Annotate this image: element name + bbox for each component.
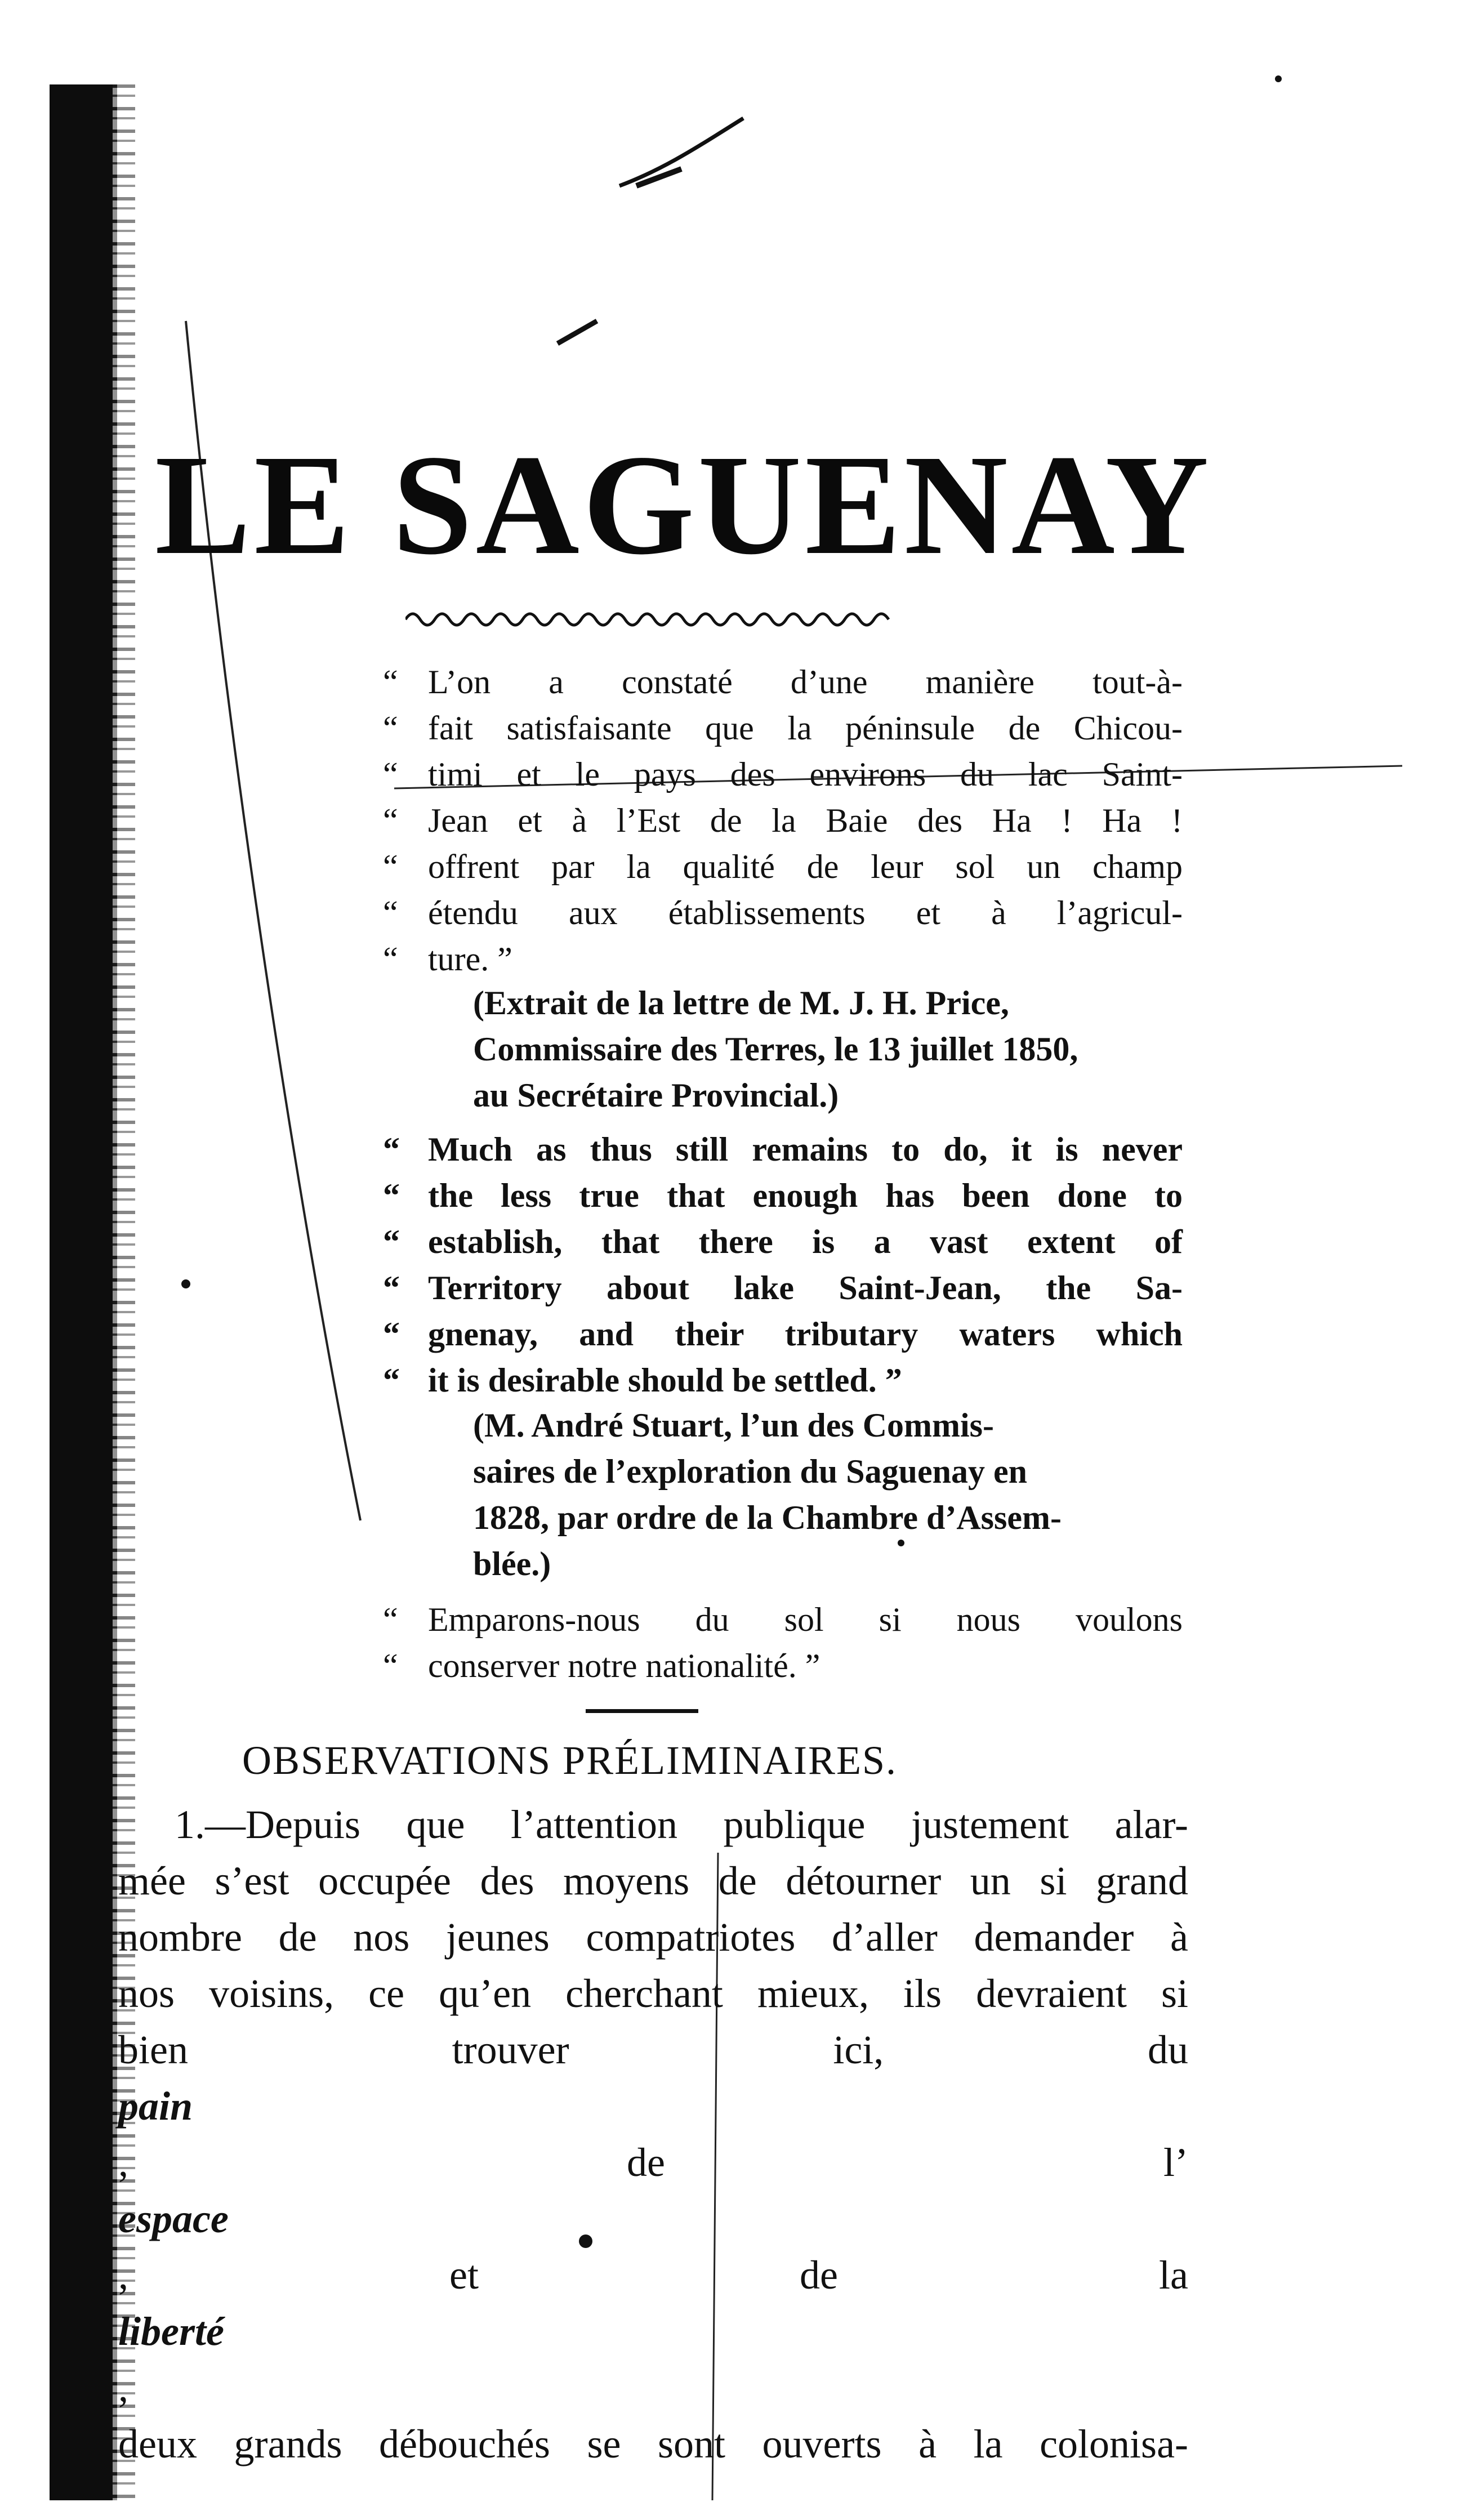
paragraph-line: nombre de nos jeunes compatriotes d’aller demander à [118,1915,1188,1960]
quote-line: “ Jean et à l’Est de la Baie des Ha ! Ha ! [383,802,1183,839]
quote-line: “ étendu aux établissements et à l’agricul- [383,894,1183,931]
quote-line: “ ture. ” [383,940,512,978]
page-title: LE SAGUENAY [155,426,1212,585]
section-heading: OBSERVATIONS PRÉLIMINAIRES. [242,1738,898,1783]
wavy-ornament [405,605,890,628]
epigraph-stuart-quote [383,1126,1183,1403]
quote-line: “ fait satisfaisante que la péninsule de Chicou- [383,710,1183,747]
quote-line: “ timi et le pays des environs du lac Saint- [383,756,1183,793]
word-pain: pain [118,2084,193,2129]
section-divider [586,1709,698,1713]
quote-line: “ Much as thus still remains to do, it is never [383,1131,1183,1168]
quote-line: “ the less true that enough has been done to [383,1177,1183,1214]
quote-line: “ Territory about lake Saint-Jean, the Sa- [383,1269,1183,1306]
quote-line: “ L’on a constaté d’une manière tout-à- [383,663,1183,701]
paragraph-line: deux grands débouchés se sont ouverts à la colonisa- [118,2421,1188,2467]
paragraph-line: bien trouver ici, du pain , de l’ espace , et de la liberté , [118,2027,1188,2410]
word-espace: espace [118,2196,229,2241]
quote-line: “ it is desirable should be settled. ” [383,1362,902,1399]
quote-line: “ Emparons-nous du sol si nous voulons [383,1601,1183,1638]
quote-line: “ establish, that there is a vast extent of [383,1223,1183,1260]
paragraph-line: 1.—Depuis que l’attention publique justement alar- [175,1802,1188,1847]
quote-line: “ gnenay, and their tributary waters which [383,1315,1183,1353]
body-paragraph [118,1796,1188,2472]
word-liberte: liberté [118,2309,224,2354]
epigraph-price-quote [383,659,1183,982]
quote-line: “ conserver notre nationalité. ” [383,1647,821,1684]
paragraph-line: mée s’est occupée des moyens de détourner un si grand [118,1858,1188,1903]
quote-line: “ offrent par la qualité de leur sol un champ [383,848,1183,885]
paragraph-line: nos voisins, ce qu’en cherchant mieux, ils devraient si [118,1971,1188,2016]
epigraph-nationalite-quote [383,1596,1183,1689]
epigraph-price-attribution: (Extrait de la lettre de M. J. H. Price, Commissaire des Terres, le 13 juillet 1850, au Secrétaire Provincial.) [473,984,1078,1114]
epigraph-stuart-attribution: (M. André Stuart, l’un des Commis- saires de l’exploration du Saguenay en 1828, par ordre de la Chambre d’Assem- blée.) [473,1407,1062,1582]
